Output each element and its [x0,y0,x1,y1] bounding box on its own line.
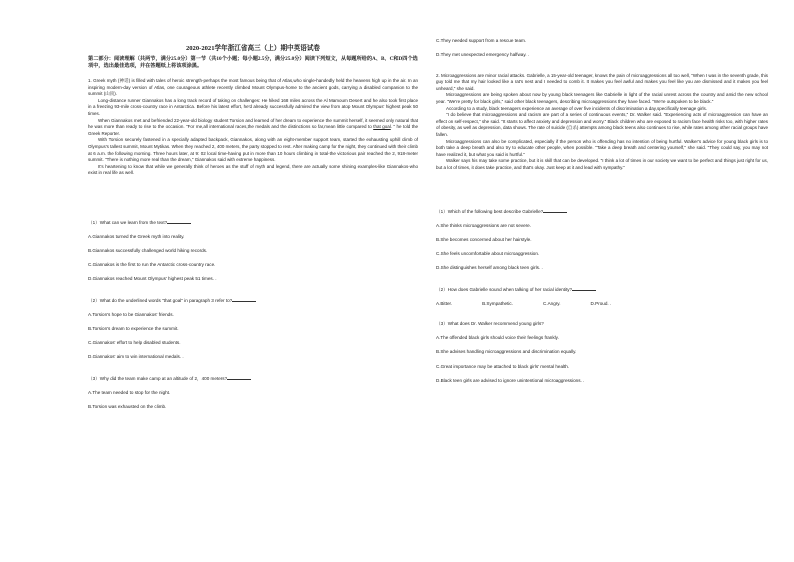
question-1: （1）What can we learn from the text? [88,219,418,227]
option-4a: A.She thinks microaggressions are not severe. [436,222,531,228]
option-1d: D.Giannakos reached Mount Olympus' highest peak 51 times. . [88,276,217,282]
answer-blank [232,297,256,302]
underlined-that-goal: that goal [373,124,391,130]
passage1-para5: It's heartening to know that while we generally think of heroes as the stuff of myth and legend, there are actually some shining examples-like Giannakos-who exist in real life as well. [88,163,418,176]
left-column [88,38,418,411]
option-5d: D.Proud. . [590,300,612,306]
answer-blank [167,219,191,224]
option-6d: D.Black teen girls are advised to ignore unintentional microaggressions. . [436,377,585,383]
option-3b: B.Torsion was exhausted on the climb. [88,404,167,410]
answer-blank [572,286,596,291]
answer-blank [543,208,567,213]
option-1a: A.Giannakos turned the Greek myth into reality. [88,234,185,239]
option-3a: A.The team needed to stop for the night. [88,389,171,395]
question-4: （1）Which of the following best describe Gabrielle? [436,208,768,216]
passage2-para6: Walker says his may take some practice, but it is skill that can be developed. "I think a lot of times in our society we want to be perfect and things just right for us, but a lot of times, it does take practice, and that's okay. Just keep at it and lead with sympathy." [436,158,768,170]
passage1-para4: With Torsion securely fastened in a specially adapted backpack, Giannakos, along with an eight-member support team, started the exhausting uphill climb of Olympus's tallest summit, Mount Mytikas. When they reached 2, 400 meters, the party stopped to rest. After making camp for the night, they continued with their climb at 6 a.m. the following morning. Three hours later, at 9: 02 local time-having put in more than 10 hours climbing in total-the victorious pair reached the 2, 918-meter summit. "There is nothing more real than the dream," Giannakos said with extreme happiness. [88,137,419,163]
right-column [436,38,768,384]
question-5: （2）How does Gabrielle sound when talking of her racial identity? [436,286,768,294]
option-2d: D.Giannakos' aim to win international medals. . [88,354,184,360]
passage1-para1: 1. Greek myth (神话) is filled with tales of heroic strength-perhaps the most famous being that of Atlas,who single-handedly held the heavens high up in the air. In an inspiring modern-day version of Atlas, one courageous athlete recently climbed Mount Olympus-home to the ancient gods, carrying a disabled companion to the summit (山顶). [88,78,418,97]
option-4b: B.She becomes concerned about her hairstyle. [436,236,532,242]
option-1c: C.Giannakos is the first to run the Antarctic cross-country race. [88,262,216,268]
passage1-para3: When Giannakos met and befriended 22-year-old biology student Torsion and learned of her dream to experience the summit herself, it seemed only natural that he was more than ready to rise to the occasion. "For me,all international races,the medals and the distinctions so far,mean little compared to that goal. " he told the Greek Reporter. [88,117,418,136]
passage1-para2: Long-distance runner Giannakos has a long track record of taking on challenges: He hiked 168 miles across the Al Mamoum Desert and he also took first place in a freezing 93-mile cross-country race in Antarctica. Before his latest effort, he'd already successfully admired the view from atop Mount Olympus' highest peak 50 times. [88,97,418,116]
question-6: （3）What does Dr. Walker recommend young girls? [436,321,544,327]
option-1b: B.Giannakos successfully challenged world hiking records. [88,248,208,254]
option-3d: D.They met unexpected emergency halfway. . [436,52,530,58]
passage2-para3: According to a study, black teenagers experience an average of over five incidents of discrimination a day,specifically teenage girls. [446,105,707,111]
option-5a: A.Bitter. [436,300,453,306]
option-6c: C.Great importance may be attached to black girls' mental health. [436,363,570,369]
option-6b: B.She advises handling microaggressions and discrimination equally. [436,349,577,355]
option-2b: B.Torsion's dream to experience the summit. [88,326,179,332]
section-instructions: 第二部分：阅读理解（共两节，满分25.0分）第一节（共10个小题；每小题2.5分，满分25.0分）阅读下列短文，从每题所给的A、B、C和D四个选项中，选出最佳选项，并在答题纸上将该项涂黑。 [88,56,418,69]
option-4c: C.She feels uncomfortable about microaggression. [436,250,540,256]
passage2-para5: Microaggressions can also be complicated, especially if the person who is offending has no intention of being hurtful. Walker's advice for young black girls is to both take a deep breath and also try to educate other people, when possible. "Take a deep breath and centering yourself," she said. "They could say, you may not have realized it, but what you said is hurtful." [436,138,768,157]
option-5b: B.Sympathetic. [482,300,513,306]
option-3c: C.They needed support from a rescue team. [436,38,527,43]
question-3: （3）Why did the team make camp at an altitude of 2，400 meters? [88,375,418,383]
passage2-para1: 2. Microaggressions are minor racial attacks. Gabrielle, a 15-year-old teenager, knows the pain of microaggressions all too well, "When I was in the seventh grade, this guy told me that my hair looked like a rat's nest and I needed to comb it. It makes you feel awful and makes you feel like you are dismissed and it makes you feel unheard," she said. [436,72,768,91]
option-6a: A.The offended black girls should voice their feelings frankly. [436,335,559,341]
passage2-para4: "I do believe that microaggressions and racism are part of a series of continuous events," Dr. Walker said. "Experiencing acts of microaggression can have an effect on self-respect," she said. "It starts to affect anxiety and depression and worry." Black children who are exposed to racism face health risks too, with higher rates of obesity, as well as depression, data shows. The rate of suicide (自杀) attempts among black teens also continues to rise, while rates among other racial groups have fallen. [436,112,769,138]
option-2a: A.Torsion's hope to be Giannakos' friends. [88,311,174,317]
options-row-5 [436,301,768,308]
option-4d: D.She distinguishes herself among black teen girls. . [436,264,543,270]
option-2c: C.Giannakos' effort to help disabled students. [88,340,181,346]
question-2: （2）What do the underlined words "that goal" in paragraph 3 refer to? [88,297,418,305]
page-title: 2020-2021学年浙江省高三（上）期中英语试卷 [185,45,321,52]
answer-blank [227,375,251,380]
option-5c: C.Angry. [543,300,561,306]
passage2-para2: Microaggressions are being spoken about now by young black teenagers like Gabrielle in light of the racial unrest across the country and amid the new school year. "We're pretty for black girls," said other black teenagers, describing microaggressions they have faced. "We're outspoken to be black." [436,92,768,105]
